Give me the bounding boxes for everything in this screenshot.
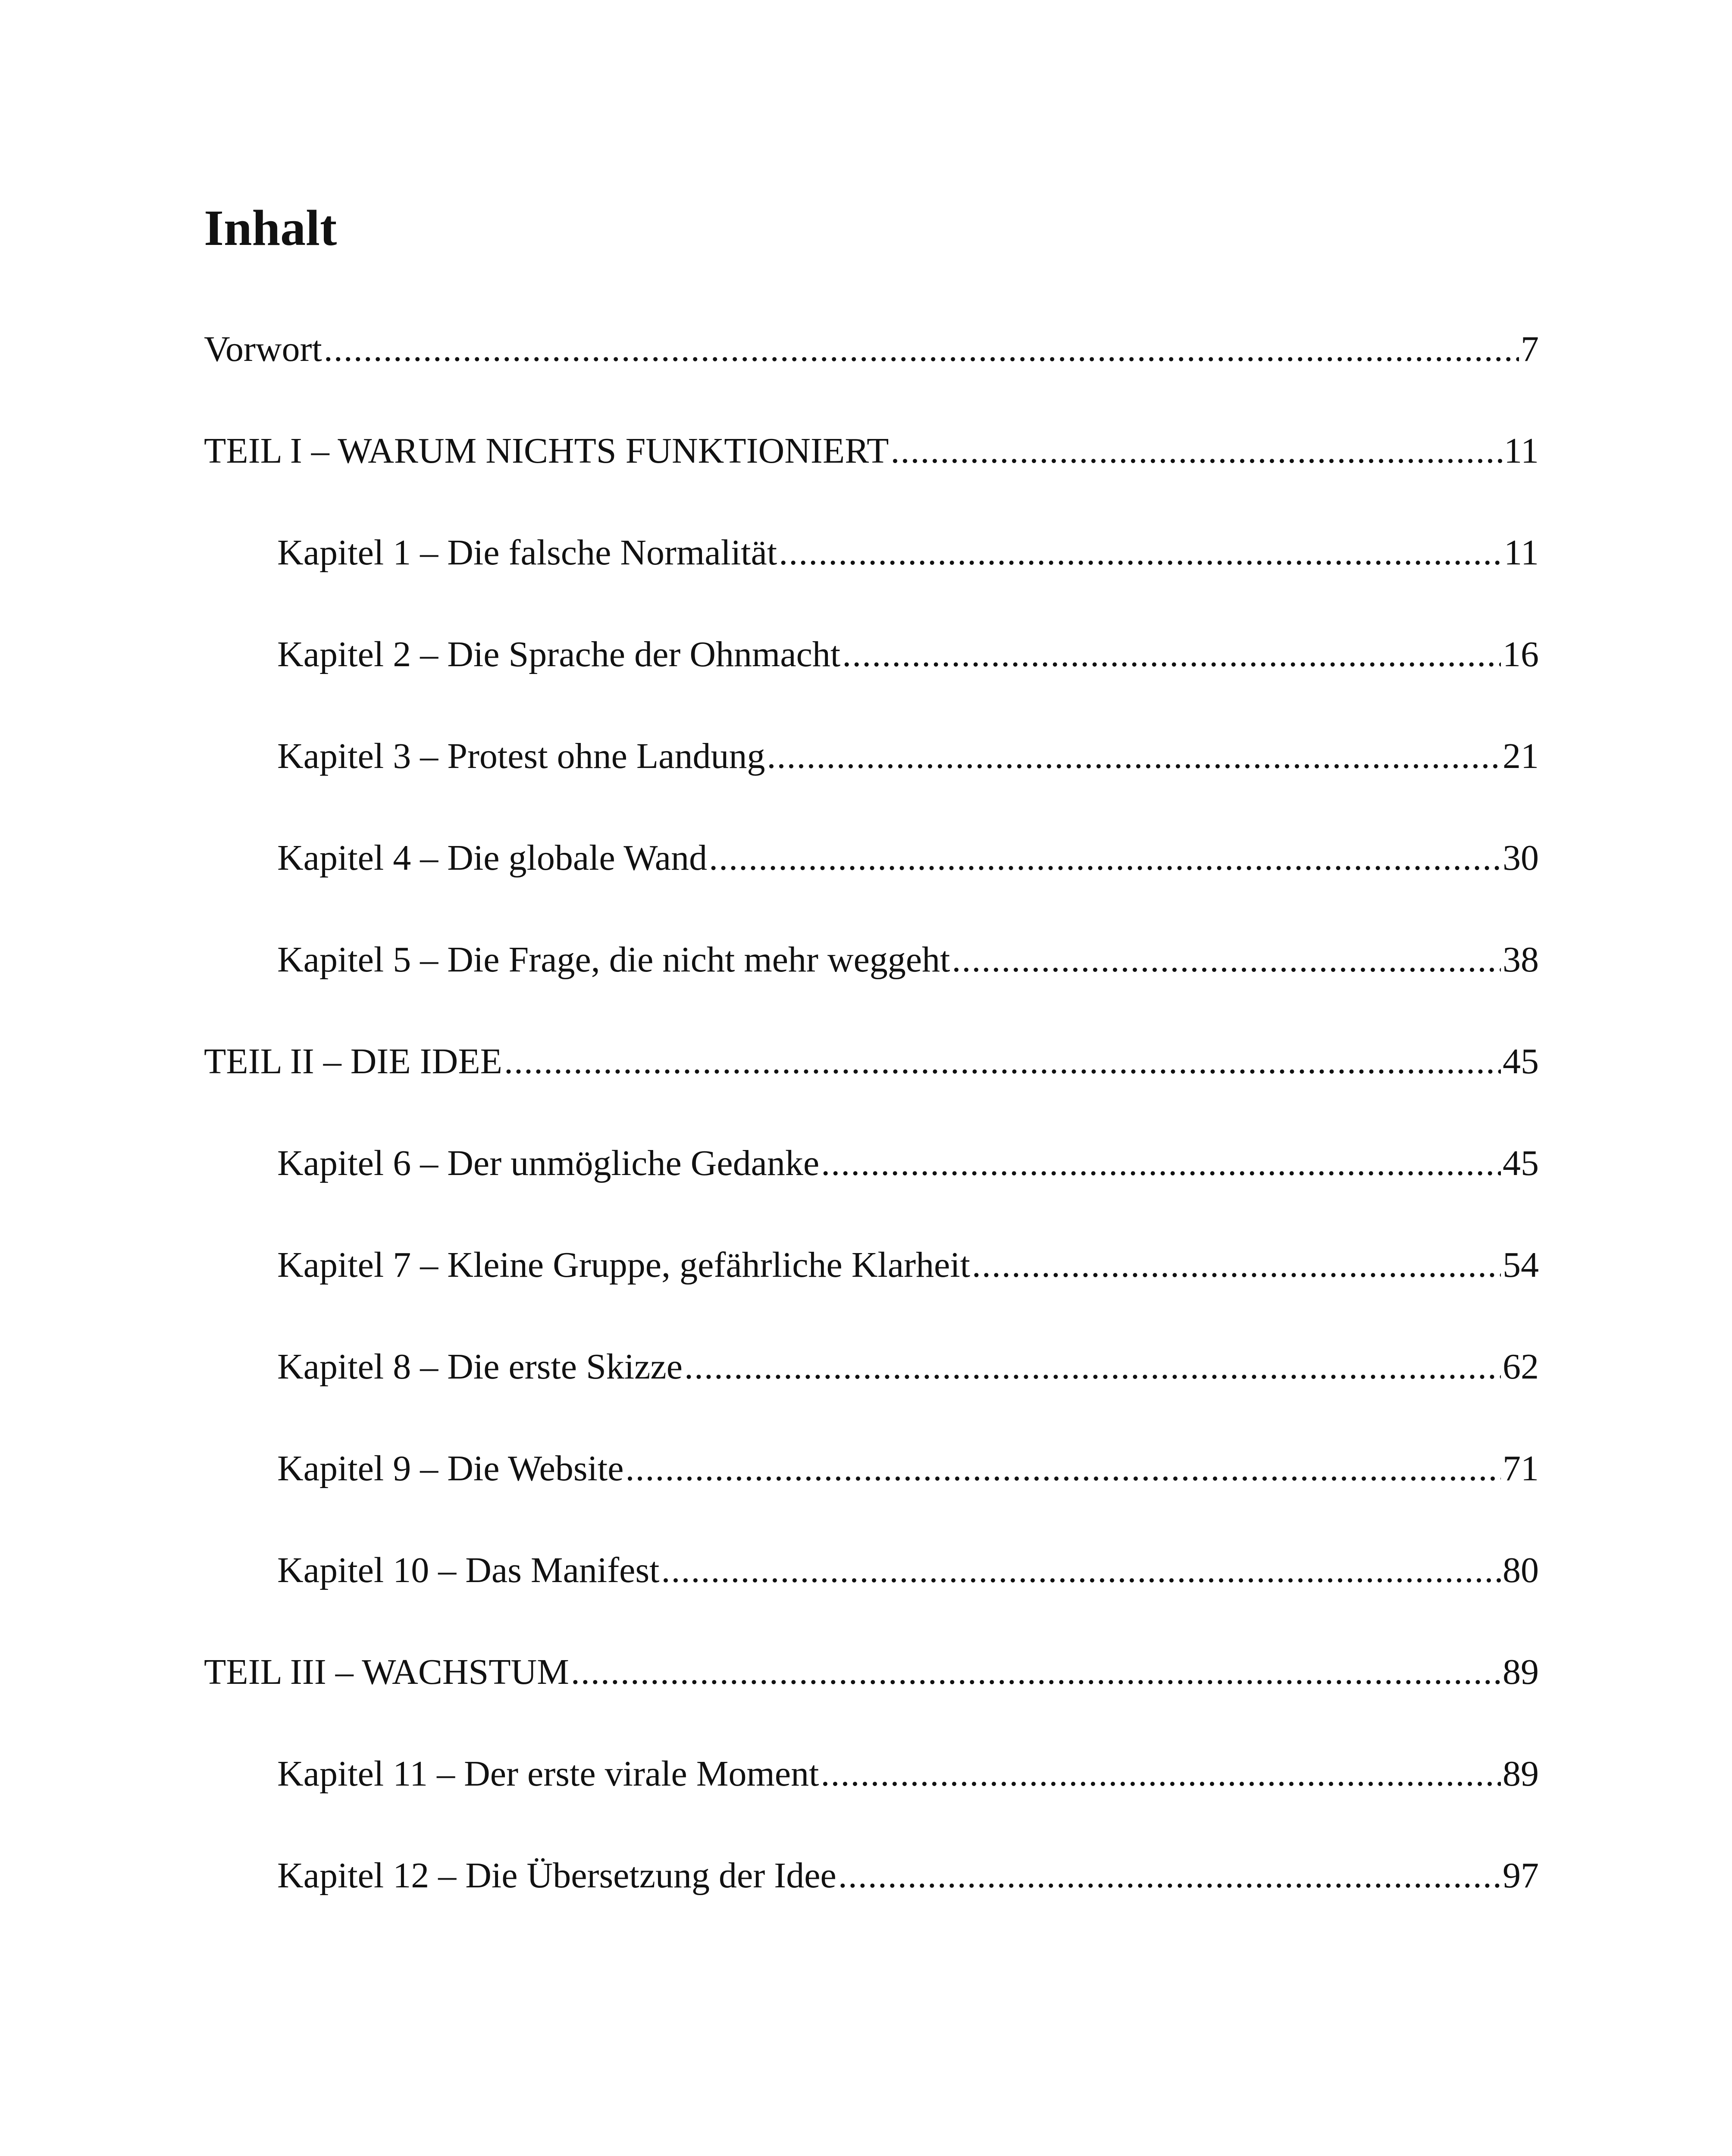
table-of-contents (204, 328, 1539, 1956)
toc-entry-label: Kapitel 10 – Das Manifest (277, 1550, 660, 1590)
toc-entry-label: Kapitel 3 – Protest ohne Landung (277, 736, 765, 776)
toc-entry-label: Kapitel 12 – Die Übersetzung der Idee (277, 1855, 836, 1896)
toc-entry-label: TEIL I – WARUM NICHTS FUNKTIONIERT (204, 431, 889, 471)
toc-entry-page: 62 (1503, 1347, 1539, 1387)
toc-entry-kapitel-1 (204, 531, 1539, 633)
toc-entry-page: 11 (1504, 431, 1539, 471)
toc-entry-kapitel-11 (204, 1752, 1539, 1854)
toc-entry-page: 89 (1503, 1754, 1539, 1794)
toc-entry-teil-1 (204, 429, 1539, 531)
dot-leader (626, 1447, 1501, 1491)
toc-entry-kapitel-5 (204, 938, 1539, 1040)
toc-entry-kapitel-2 (204, 633, 1539, 735)
toc-entry-kapitel-12 (204, 1854, 1539, 1956)
toc-entry-teil-2 (204, 1040, 1539, 1142)
toc-entry-vorwort (204, 328, 1539, 429)
toc-entry-label: TEIL II – DIE IDEE (204, 1041, 502, 1081)
toc-entry-page: 21 (1503, 736, 1539, 776)
toc-entry-kapitel-9 (204, 1447, 1539, 1549)
toc-entry-label: Kapitel 8 – Die erste Skizze (277, 1347, 683, 1387)
toc-entry-label: Kapitel 4 – Die globale Wand (277, 838, 708, 878)
toc-entry-page: 89 (1503, 1652, 1539, 1692)
toc-entry-page: 16 (1503, 634, 1539, 674)
toc-entry-kapitel-8 (204, 1345, 1539, 1447)
toc-entry-page: 71 (1503, 1448, 1539, 1489)
dot-leader (571, 1651, 1501, 1694)
dot-leader (972, 1244, 1501, 1287)
dot-leader (779, 531, 1502, 575)
toc-entry-kapitel-10 (204, 1549, 1539, 1651)
dot-leader (891, 429, 1503, 473)
toc-entry-page: 30 (1503, 838, 1539, 878)
dot-leader (952, 938, 1501, 982)
toc-entry-page: 45 (1503, 1143, 1539, 1183)
toc-entry-page: 38 (1503, 940, 1539, 980)
toc-entry-label: Kapitel 6 – Der unmögliche Gedanke (277, 1143, 820, 1183)
toc-entry-teil-3 (204, 1651, 1539, 1752)
dot-leader (324, 328, 1519, 371)
toc-entry-page: 7 (1521, 329, 1539, 369)
toc-entry-label: Vorwort (204, 329, 322, 369)
toc-entry-label: Kapitel 9 – Die Website (277, 1448, 624, 1489)
toc-entry-label: Kapitel 5 – Die Frage, die nicht mehr weggeht (277, 940, 950, 980)
toc-entry-kapitel-7 (204, 1244, 1539, 1345)
toc-entry-page: 45 (1503, 1041, 1539, 1081)
dot-leader (842, 633, 1501, 677)
toc-entry-label: Kapitel 7 – Kleine Gruppe, gefährliche Klarheit (277, 1245, 971, 1285)
dot-leader (767, 735, 1501, 778)
toc-entry-kapitel-6 (204, 1142, 1539, 1244)
dot-leader (821, 1142, 1501, 1185)
dot-leader (684, 1345, 1501, 1389)
toc-entry-kapitel-4 (204, 837, 1539, 938)
dot-leader (709, 837, 1501, 880)
toc-entry-label: Kapitel 2 – Die Sprache der Ohnmacht (277, 634, 841, 674)
toc-entry-page: 80 (1503, 1550, 1539, 1590)
page-title: Inhalt (204, 200, 337, 256)
toc-entry-page: 54 (1503, 1245, 1539, 1285)
toc-entry-label: Kapitel 1 – Die falsche Normalität (277, 533, 777, 573)
toc-entry-label: Kapitel 11 – Der erste virale Moment (277, 1754, 819, 1794)
dot-leader (838, 1854, 1501, 1898)
dot-leader (821, 1752, 1501, 1796)
toc-entry-kapitel-3 (204, 735, 1539, 837)
toc-entry-label: TEIL III – WACHSTUM (204, 1652, 569, 1692)
toc-entry-page: 97 (1503, 1855, 1539, 1896)
dot-leader (661, 1549, 1501, 1592)
toc-entry-page: 11 (1504, 533, 1539, 573)
dot-leader (504, 1040, 1501, 1084)
